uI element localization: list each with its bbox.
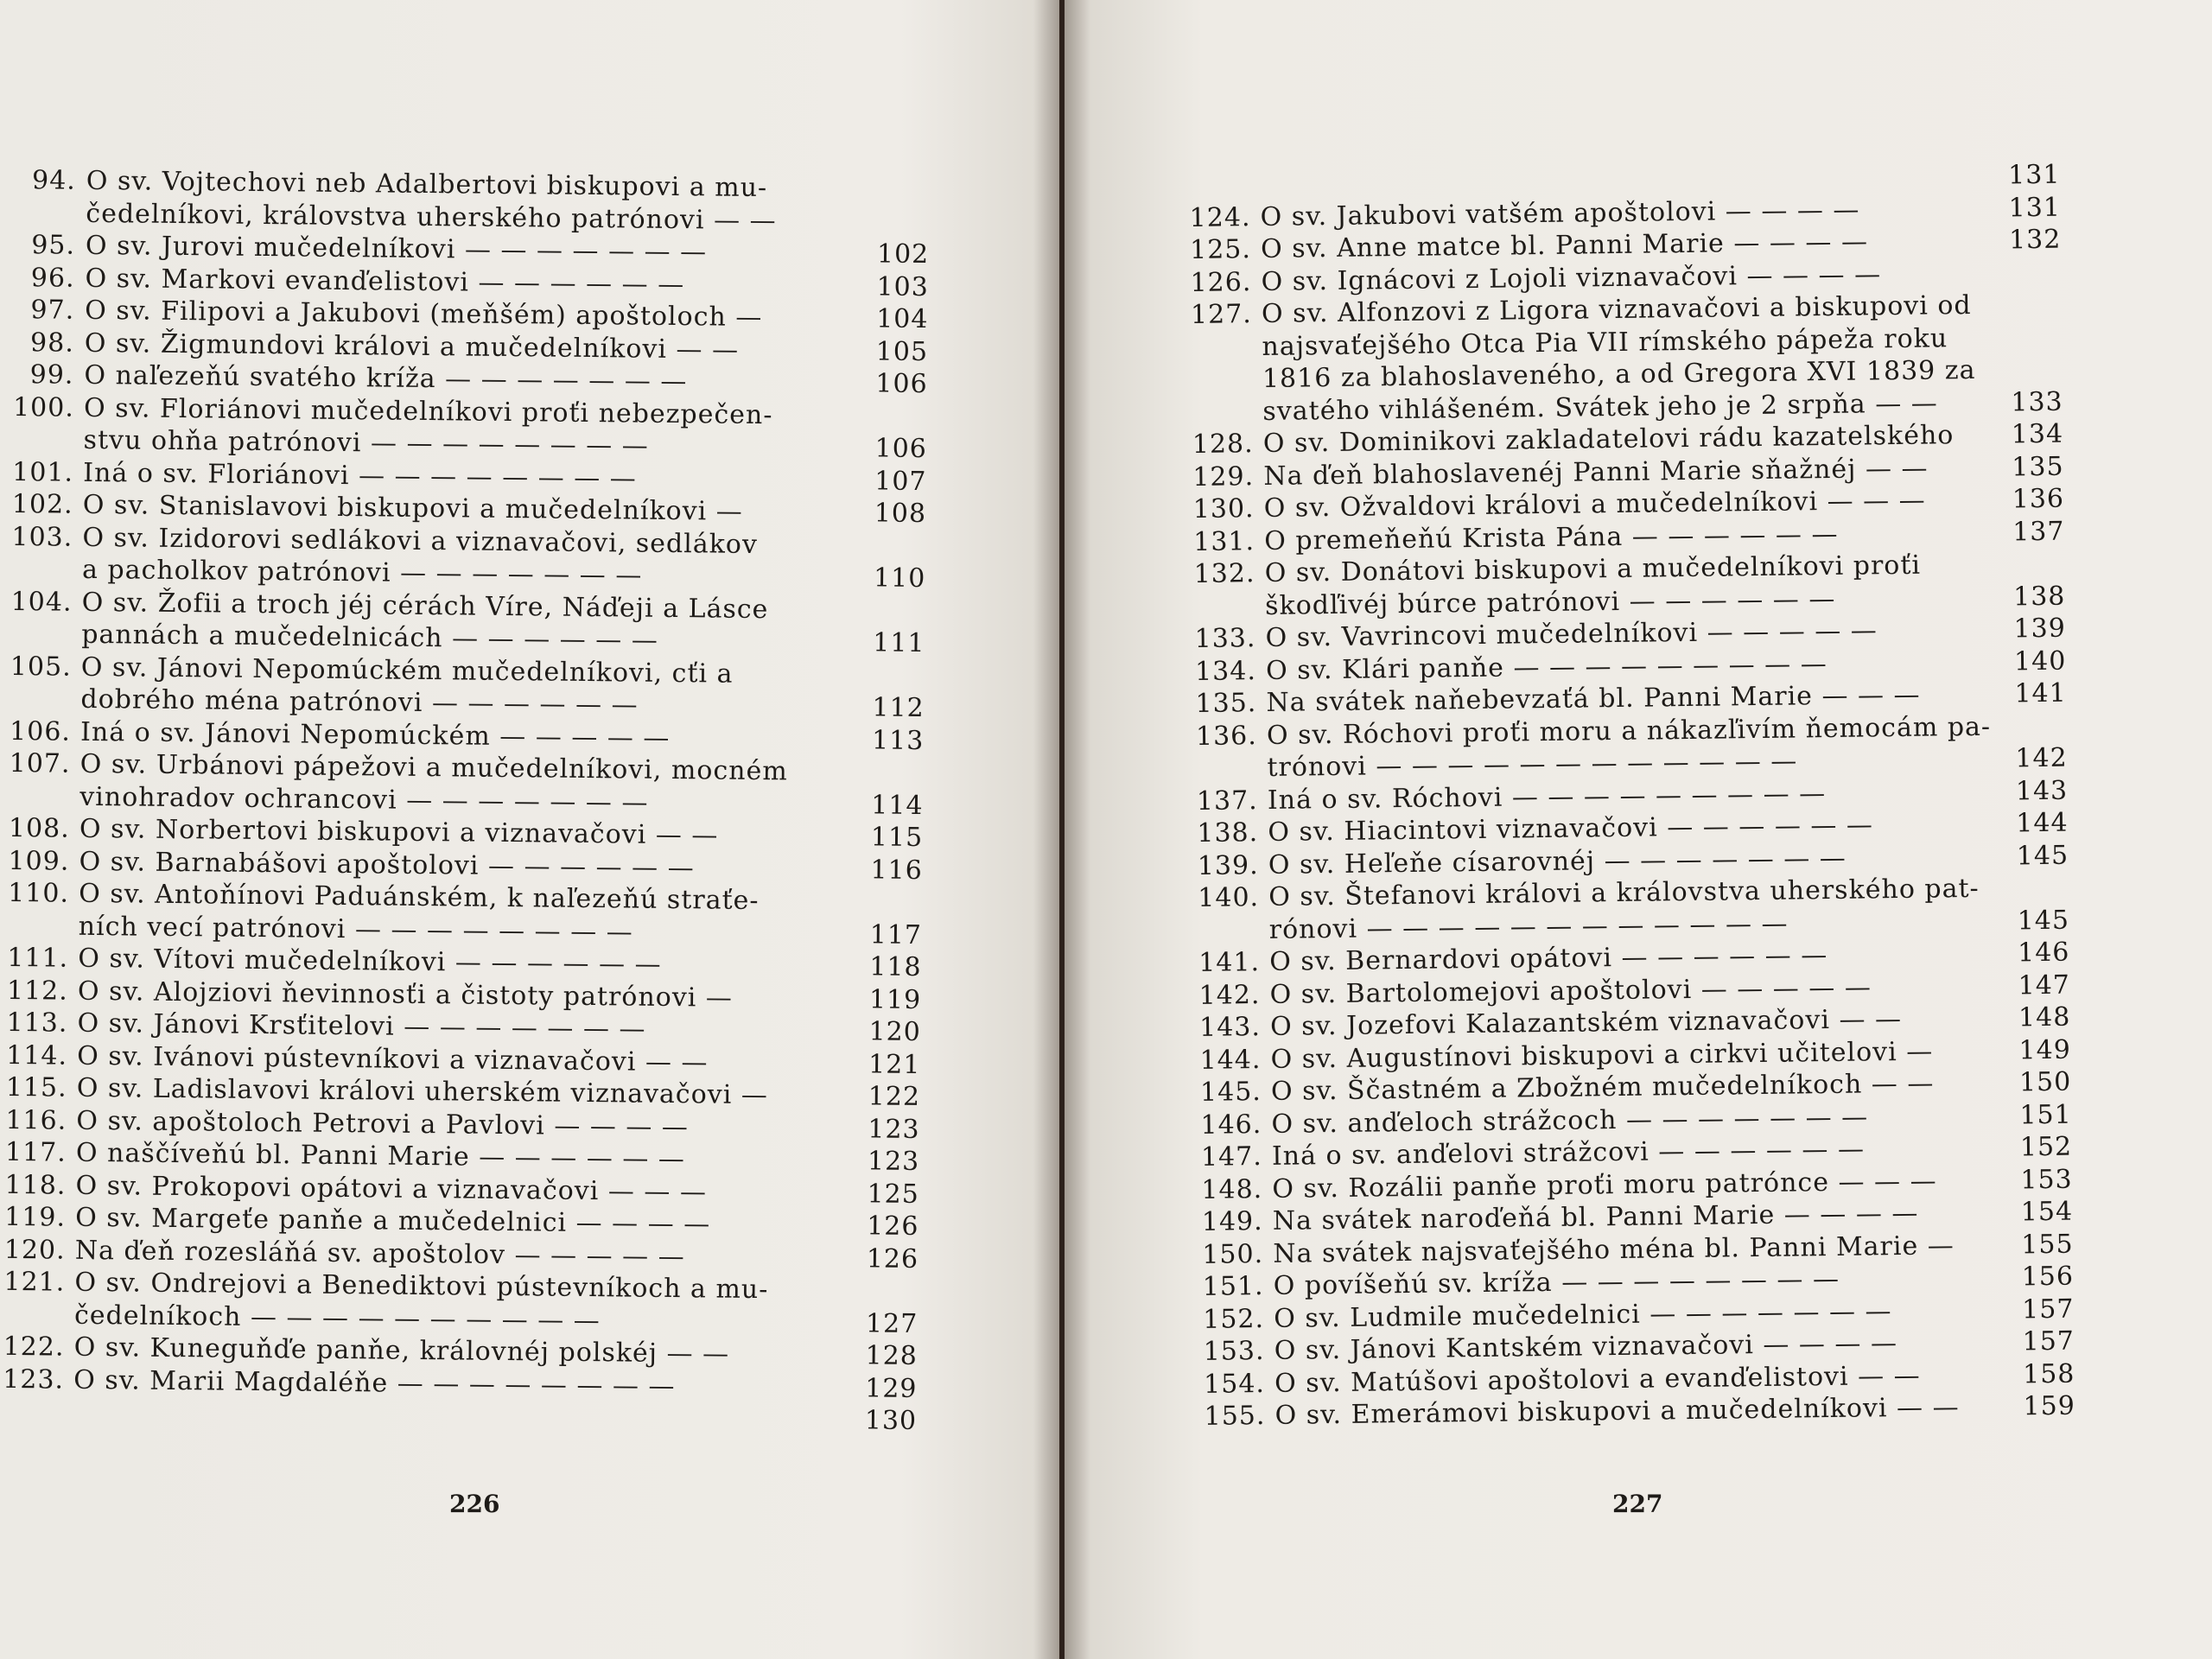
entry-page-number: 110 xyxy=(873,563,926,594)
entry-title: O sv. Augustínovi biskupovi a cirkvi učitelovi — xyxy=(1270,1036,1934,1075)
entry-number: 133. xyxy=(1194,623,1256,654)
toc-entry xyxy=(11,520,928,594)
entry-page-number: 132 xyxy=(2008,224,2062,256)
entry-title: O sv. Marii Magdaléňe — — — — — — — — xyxy=(73,1364,676,1402)
toc-entry xyxy=(15,164,931,238)
entry-title: O sv. apoštoloch Petrovi a Pavlovi — — — — xyxy=(76,1105,690,1142)
entry-page-number: 141 xyxy=(2014,677,2067,709)
entry-title-continued: dobrého ména patrónovi — — — — — — xyxy=(80,683,639,721)
entry-number: 138. xyxy=(1197,817,1259,849)
entry-page-number: 142 xyxy=(2015,742,2068,774)
entry-title-continued: vinohradov ochrancovi — — — — — — — xyxy=(79,781,649,818)
entry-number xyxy=(3,1420,73,1421)
entry-number: 141. xyxy=(1198,947,1261,978)
entry-number: 129. xyxy=(1192,461,1255,493)
entry-page-number: 143 xyxy=(2015,775,2069,806)
entry-page-number: 158 xyxy=(2022,1358,2075,1389)
entry-number: 151. xyxy=(1202,1271,1264,1302)
entry-number: 137. xyxy=(1196,785,1258,817)
entry-page-number: 139 xyxy=(2013,613,2067,645)
book-spine xyxy=(1033,0,1090,1659)
entry-title: Iná o sv. Jánovi Nepomúckém — — — — — xyxy=(79,716,671,753)
entry-number: 149. xyxy=(1201,1206,1263,1237)
entry-number: 118. xyxy=(4,1169,67,1201)
entry-page-number: 131 xyxy=(2007,159,2061,191)
entry-number: 121. xyxy=(3,1266,66,1298)
entry-page-number: 157 xyxy=(2021,1294,2075,1325)
entry-title: O sv. Rozálii panňe proťi moru patrónce — — — xyxy=(1272,1166,1937,1205)
entry-page-number: 108 xyxy=(874,498,927,530)
entry-title: O premeňeňú Krista Pána — — — — — — xyxy=(1264,518,1839,556)
toc-entry xyxy=(10,650,926,724)
entry-title: O sv. Bartolomejovi apoštolovi — — — — — xyxy=(1269,971,1872,1010)
entry-title-continued: ních vecí patrónovi — — — — — — — — xyxy=(78,911,633,948)
toc-entry xyxy=(12,391,929,465)
entry-page-number: 131 xyxy=(2008,192,2062,223)
entry-number: 150. xyxy=(1202,1238,1264,1270)
entry-title: O sv. Jánovi Krsťitelovi — — — — — — — xyxy=(77,1007,646,1045)
entry-page-number: 154 xyxy=(2020,1196,2074,1228)
entry-title: O sv. Filipovi a Jakubovi (meňšém) apoštoloch — xyxy=(85,295,763,334)
entry-page-number: 107 xyxy=(874,465,927,497)
entry-page-number: 151 xyxy=(2019,1099,2072,1130)
entry-title: O sv. Ignácovi z Lojoli viznavačovi — — — — xyxy=(1261,258,1882,297)
entry-page-number: 115 xyxy=(870,822,924,854)
entry-number: 134. xyxy=(1194,655,1257,687)
entry-page-number: 125 xyxy=(867,1178,920,1210)
entry-title: O sv. Prokopovi opátovi a viznavačovi — — — xyxy=(75,1170,708,1207)
entry-title: O sv. Ludmile mučedelnici — — — — — — — xyxy=(1274,1295,1892,1334)
entry-number: 115. xyxy=(5,1071,67,1103)
entry-page-number: 102 xyxy=(876,238,930,270)
entry-page-number: 122 xyxy=(868,1081,921,1113)
entry-number: 132. xyxy=(1193,558,1255,589)
entry-title: O sv. Stanislavovi biskupovi a mučedelníkovi — xyxy=(82,489,743,527)
entry-number: 98. xyxy=(29,327,75,359)
entry-title: O sv. Kuneguňďe panňe, královnéj polskéj — — xyxy=(73,1332,730,1370)
entry-page-number: 121 xyxy=(868,1048,921,1080)
entry-page-number: 145 xyxy=(2016,840,2069,871)
entry-title: Iná o sv. Floriánovi — — — — — — — — xyxy=(83,457,637,494)
entry-number: 96. xyxy=(30,262,75,294)
entry-title: O sv. Urbánovi pápežovi a mučedelníkovi, mocném xyxy=(79,748,788,787)
entry-page-number: 123 xyxy=(868,1113,920,1145)
entry-page-number: 149 xyxy=(2018,1034,2071,1065)
entry-title: O sv. Vavrincovi mučedelníkovi — — — — — xyxy=(1265,615,1878,653)
entry-page-number: 126 xyxy=(866,1243,919,1274)
entry-number: 128. xyxy=(1192,429,1254,460)
entry-title: O naľezeňú svatého kríža — — — — — — — xyxy=(84,359,688,397)
entry-page-number: 146 xyxy=(2017,937,2070,969)
entry-page-number: 135 xyxy=(2012,451,2064,482)
toc-entry xyxy=(9,747,925,822)
entry-title: O sv. Barnabášovi apoštolovi — — — — — — xyxy=(79,846,695,883)
entry-page-number: 148 xyxy=(2018,1001,2071,1033)
entry-page-number: 106 xyxy=(874,433,928,465)
entry-number: 110. xyxy=(7,877,70,909)
entry-title: O sv. Jurovi mučedelníkovi — — — — — — — xyxy=(85,230,708,268)
entry-number: 107. xyxy=(9,747,71,779)
entry-title: O sv. Žigmundovi královi a mučedelníkovi — — xyxy=(84,327,740,365)
entry-page-number: 111 xyxy=(873,627,925,659)
entry-number: 113. xyxy=(6,1007,68,1039)
left-page-number: 226 xyxy=(449,1490,500,1518)
entry-number: 145. xyxy=(1199,1077,1262,1108)
entry-title-continued: pannách a mučedelnicách — — — — — — xyxy=(81,619,658,656)
entry-title: O sv. Matúšovi apoštolovi a evanďelistovi — — xyxy=(1274,1360,1921,1399)
entry-number: 95. xyxy=(31,230,76,261)
entry-number: 109. xyxy=(8,845,70,877)
entry-page-number: 133 xyxy=(2011,386,2063,417)
entry-title: O naščíveňú bl. Panni Marie — — — — — — xyxy=(75,1137,686,1175)
entry-title-continued: a pacholkov patrónovi — — — — — — — xyxy=(81,554,643,591)
entry-title-continued: škodľivéj búrce patrónovi — — — — — — xyxy=(1264,583,1836,621)
left-table-of-contents xyxy=(3,164,931,1438)
entry-page-number: 144 xyxy=(2016,807,2069,839)
entry-number: 123. xyxy=(3,1363,65,1395)
entry-number: 105. xyxy=(10,651,72,683)
entry-title: O sv. Róchovi proťi moru a nákazľivím ňemocám pa- xyxy=(1266,711,1992,751)
entry-number: 124. xyxy=(1189,201,1251,233)
right-table-of-contents xyxy=(1189,159,2077,1433)
entry-number: 103. xyxy=(11,521,73,553)
entry-page-number: 116 xyxy=(870,854,923,886)
entry-page-number: 140 xyxy=(2013,645,2067,677)
left-page xyxy=(0,0,1059,1659)
entry-title: O sv. anďeloch strážcoch — — — — — — — xyxy=(1271,1101,1869,1140)
entry-title: Na svátek naňebevzaťá bl. Panni Marie — — — xyxy=(1266,679,1921,718)
entry-title: O sv. Hiacintovi viznavačovi — — — — — — xyxy=(1268,810,1874,848)
entry-page-number: 157 xyxy=(2022,1325,2075,1357)
entry-page-number: 129 xyxy=(865,1372,918,1404)
entry-title-continued: čedelníkovi, královstva uherského patrónovi — — xyxy=(86,198,777,236)
entry-page-number: 150 xyxy=(2018,1066,2072,1098)
entry-page-number: 134 xyxy=(2011,418,2064,450)
toc-entry xyxy=(10,585,927,659)
entry-number: 147. xyxy=(1200,1141,1262,1173)
entry-title: O sv. Vojtechovi neb Adalbertovi biskupovi a mu- xyxy=(86,165,768,204)
entry-title: O sv. Bernardovi opátovi — — — — — — xyxy=(1269,940,1828,977)
entry-page-number: 153 xyxy=(2020,1164,2073,1195)
toc-entry xyxy=(1191,289,2065,429)
entry-number: 127. xyxy=(1190,299,1253,330)
entry-page-number: 137 xyxy=(2012,516,2065,547)
entry-title-continued: svatého vihlášeném. Svátek jeho je 2 srpňa — — xyxy=(1262,387,1938,427)
entry-number: 142. xyxy=(1198,979,1261,1011)
entry-title-continued: 1816 za blahoslaveného, a od Gregora XVI 1839 za xyxy=(1262,354,1976,394)
entry-number: 114. xyxy=(6,1039,68,1071)
entry-number: 136. xyxy=(1195,720,1258,752)
toc-entry xyxy=(3,1266,920,1340)
entry-page-number: 127 xyxy=(865,1307,918,1339)
entry-title: Iná o sv. anďelovi strážcovi — — — — — — xyxy=(1271,1134,1866,1172)
entry-title: Na svátek najsvaťejšého ména bl. Panni Marie — xyxy=(1273,1230,1955,1269)
entry-title: O sv. Donátovi biskupovi a mučedelníkovi proťi xyxy=(1264,550,1922,588)
entry-page-number: 103 xyxy=(876,270,930,302)
entry-title: O sv. Ožvaldovi královi a mučedelníkovi — — — xyxy=(1263,485,1926,524)
entry-title: O sv. Dominikovi zakladatelovi rádu kazatelského xyxy=(1262,420,1955,459)
entry-title: O sv. Emerámovi biskupovi a mučedelníkovi — — xyxy=(1274,1392,1960,1431)
entry-page-number: 130 xyxy=(864,1405,918,1437)
entry-title: O sv. Žofii a troch jéj cérách Víre, Náďeji a Lásce xyxy=(81,587,769,625)
entry-page-number: 104 xyxy=(875,303,929,335)
entry-number: 112. xyxy=(6,975,68,1007)
entry-page-number: 147 xyxy=(2018,969,2071,1001)
entry-page-number: 138 xyxy=(2012,581,2066,612)
entry-page-number: 152 xyxy=(2019,1131,2073,1163)
entry-number: 153. xyxy=(1203,1336,1265,1367)
toc-entry xyxy=(1196,709,2069,785)
entry-number: 120. xyxy=(3,1234,66,1266)
right-page-number: 227 xyxy=(1612,1490,1663,1518)
entry-page-number: 145 xyxy=(2017,905,2070,936)
entry-title: O sv. Izidorovi sedlákovi a viznavačovi, sedlákov xyxy=(82,522,759,560)
entry-number: 154. xyxy=(1203,1368,1266,1400)
entry-title: O sv. Ivánovi pústevníkovi a viznavačovi — — xyxy=(77,1040,709,1077)
entry-title-continued: stvu ohňa patrónovi — — — — — — — — xyxy=(83,424,649,461)
entry-page-number: 156 xyxy=(2021,1261,2075,1293)
entry-title: O sv. Ladislavovi královi uherském viznavačovi — xyxy=(76,1072,769,1111)
entry-number: 148. xyxy=(1201,1173,1263,1205)
entry-page-number: 106 xyxy=(875,368,928,400)
entry-number: 152. xyxy=(1203,1303,1265,1335)
entry-title: Na ďeň blahoslavenéj Panni Marie sňažnéj — — xyxy=(1263,453,1929,492)
entry-number: 126. xyxy=(1190,266,1252,298)
entry-page-number: 105 xyxy=(875,335,929,367)
entry-title: O povíšeňú sv. kríža — — — — — — — — xyxy=(1273,1263,1840,1301)
entry-title: O sv. Markovi evanďelistovi — — — — — — xyxy=(85,263,685,300)
entry-title-continued: čedelníkoch — — — — — — — — — — xyxy=(73,1300,601,1336)
entry-title: O sv. Ondrejovi a Benediktovi pústevníkoch a mu- xyxy=(74,1267,769,1306)
entry-number: 106. xyxy=(9,715,72,747)
entry-title: O sv. Jánovi Nepomúckém mučedelníkovi, cťi a xyxy=(80,652,734,690)
entry-number: 117. xyxy=(4,1136,67,1168)
entry-number: 143. xyxy=(1198,1012,1262,1043)
entry-page-number: 113 xyxy=(871,724,925,756)
entry-number: 101. xyxy=(12,456,74,488)
entry-number: 155. xyxy=(1204,1401,1266,1432)
entry-number: 144. xyxy=(1199,1044,1262,1076)
entry-title: O sv. Margeťe panňe a mučedelnici — — — — xyxy=(75,1202,711,1240)
entry-title: Iná o sv. Róchovi — — — — — — — — — xyxy=(1267,778,1827,816)
entry-number: 122. xyxy=(3,1331,65,1363)
entry-number: 119. xyxy=(4,1201,67,1233)
entry-title: Na svátek naroďeňá bl. Panni Marie — — — — xyxy=(1272,1198,1919,1236)
entry-title: O sv. Ščastném a Zbožném mučedelníkoch — — xyxy=(1270,1068,1935,1107)
entry-number: 100. xyxy=(12,391,75,423)
entry-number: 102. xyxy=(11,488,73,520)
entry-number: 111. xyxy=(7,942,69,974)
entry-number: 99. xyxy=(29,359,74,391)
entry-page-number: 128 xyxy=(865,1340,918,1372)
entry-title-continued: najsvaťejšého Otca Pia VII rímského pápeža roku xyxy=(1262,322,1948,362)
entry-page-number: 136 xyxy=(2012,483,2065,515)
entry-page-number: 120 xyxy=(868,1016,921,1048)
entry-title: O sv. Floriánovi mučedelníkovi proťi nebezpečen- xyxy=(83,392,773,430)
entry-title: O sv. Heľeňe císarovnéj — — — — — — — xyxy=(1268,842,1847,880)
entry-number: 131. xyxy=(1193,525,1255,557)
entry-title: O sv. Alfonzovi z Ligora viznavačovi a biskupovi od xyxy=(1261,289,1972,329)
entry-title: O sv. Antoňínovi Paduánském, k naľezeňú straťe- xyxy=(78,878,760,917)
entry-page-number: 112 xyxy=(872,692,925,724)
entry-title: O sv. Anne matce bl. Panni Marie — — — — xyxy=(1260,226,1869,264)
entry-page-number: 159 xyxy=(2023,1390,2076,1422)
entry-title: Na ďeň rozesláňá sv. apoštolov — — — — — xyxy=(74,1235,685,1272)
entry-number: 104. xyxy=(10,586,73,618)
entry-title: O sv. Vítovi mučedelníkovi — — — — — — xyxy=(78,943,662,980)
entry-number: 139. xyxy=(1197,849,1259,881)
entry-page-number: 119 xyxy=(868,983,922,1015)
entry-title-continued: trónovi — — — — — — — — — — — — xyxy=(1267,746,1798,783)
entry-number: 94. xyxy=(31,165,76,196)
entry-page-number: 117 xyxy=(869,918,923,950)
entry-page-number: 118 xyxy=(869,951,922,983)
entry-page-number: 126 xyxy=(867,1211,919,1243)
entry-title: O sv. Klári panňe — — — — — — — — — xyxy=(1265,648,1827,686)
entry-title: O sv. Jakubovi vatšém apoštolovi — — — — xyxy=(1260,194,1860,232)
entry-number: 140. xyxy=(1198,882,1260,913)
entry-page-number: 114 xyxy=(871,789,924,821)
toc-entry xyxy=(8,877,925,951)
entry-title: O sv. Štefanovi královi a královstva uherského pat- xyxy=(1268,873,1980,912)
entry-number xyxy=(1189,193,1260,194)
entry-title: O sv. Jánovi Kantském viznavačovi — — — — xyxy=(1274,1328,1898,1366)
entry-number: 116. xyxy=(5,1104,67,1136)
entry-title: O sv. Norbertovi biskupovi a viznavačovi — — xyxy=(79,813,719,851)
entry-number: 108. xyxy=(8,812,70,844)
entry-number: 135. xyxy=(1195,688,1257,719)
entry-title: O sv. Alojziovi ňevinnosťi a čistoty patrónovi — xyxy=(77,976,734,1014)
entry-number: 125. xyxy=(1189,234,1252,265)
entry-page-number: 155 xyxy=(2021,1229,2074,1260)
toc-entry xyxy=(1193,548,2067,623)
entry-page-number: 123 xyxy=(867,1146,920,1178)
toc-entry xyxy=(1198,872,2071,947)
entry-number: 130. xyxy=(1192,493,1255,524)
entry-title-continued: rónovi — — — — — — — — — — — — xyxy=(1268,908,1789,945)
entry-number: 97. xyxy=(30,295,75,326)
entry-title: O sv. Jozefovi Kalazantském viznavačovi — — xyxy=(1269,1003,1903,1042)
entry-number: 146. xyxy=(1200,1109,1262,1141)
